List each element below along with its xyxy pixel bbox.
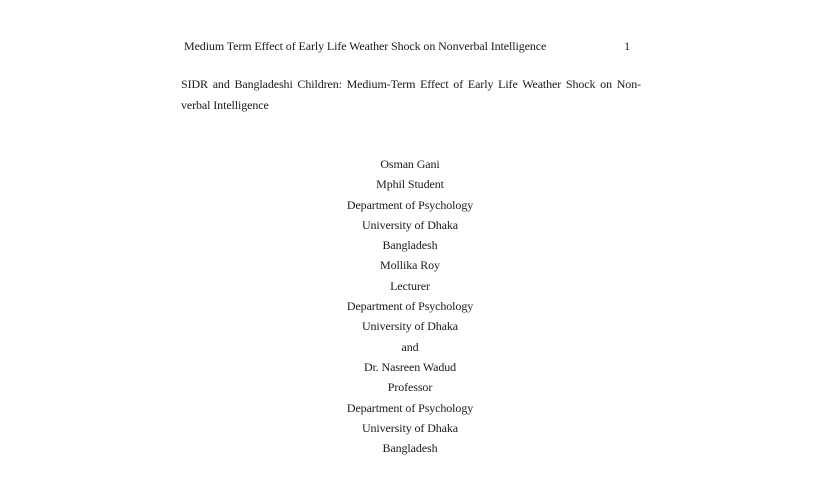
author-line: and (401, 339, 419, 354)
running-head (184, 38, 630, 54)
paper-title: SIDR and Bangladeshi Children: Medium-Term Effect of Early Life Weather Shock on Non-verbal Intelligence (181, 77, 641, 112)
author-line: Bangladesh (382, 441, 438, 456)
author-line: Dr. Nasreen Wadud (363, 359, 457, 374)
author-line: University of Dhaka (361, 217, 459, 232)
author-line: Bangladesh (382, 238, 438, 253)
author-line: Mollika Roy (380, 258, 440, 273)
author-line: Professor (387, 380, 433, 395)
author-block (281, 154, 539, 458)
author-line: Lecturer (390, 278, 430, 293)
author-line: Department of Psychology (346, 400, 474, 415)
page-number: 1 (624, 39, 630, 53)
author-line: Department of Psychology (346, 299, 474, 314)
author-line: Osman Gani (380, 157, 440, 171)
author-line: Mphil Student (376, 177, 444, 192)
author-line: University of Dhaka (361, 319, 459, 334)
author-line: University of Dhaka (361, 420, 459, 435)
running-head-title: Medium Term Effect of Early Life Weather Shock on Nonverbal Intelligence (184, 39, 547, 53)
author-line: Department of Psychology (346, 197, 474, 212)
